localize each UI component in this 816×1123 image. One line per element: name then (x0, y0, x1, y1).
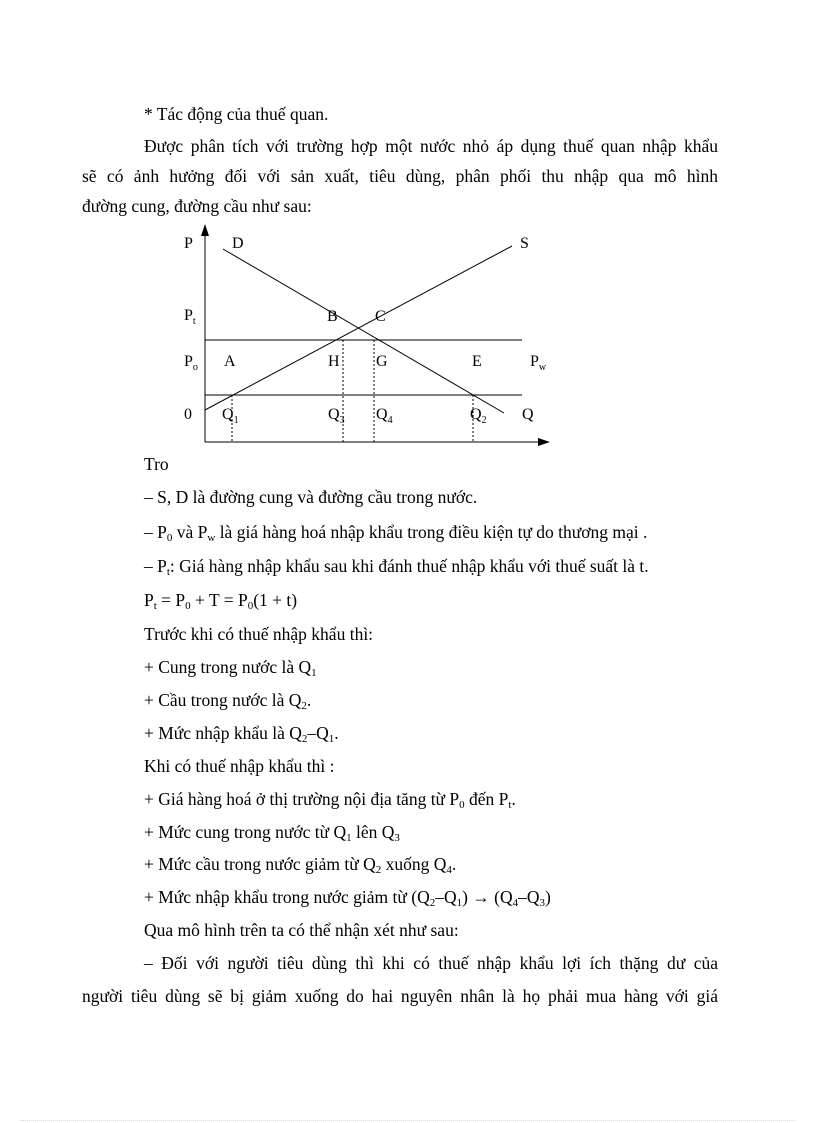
before-supply: + Cung trong nước là $Q_1$ (144, 657, 317, 679)
supply-curve (205, 246, 512, 410)
consumer-line-1: – Đối với người tiêu dùng thì khi có thuế nhập khẩu lợi ích thặng dư của (144, 953, 718, 973)
demand-curve (223, 249, 504, 413)
intro-line-1: Được phân tích với trường hợp một nước nhỏ áp dụng thuế quan nhập khẩu (144, 136, 718, 156)
label-b: B (327, 308, 338, 325)
before-title: Trước khi có thuế nhập khẩu thì: (144, 624, 374, 644)
label-zero: 0 (184, 406, 192, 423)
label-pw: $P_w$ (530, 353, 547, 373)
price-axis-arrow (201, 224, 209, 236)
remark: Qua mô hình trên ta có thể nhận xét như sau: (144, 920, 459, 940)
label-p: P (184, 235, 193, 252)
intro-line-2: sẽ có ảnh hưởng đối với sản xuất, tiêu dùng, phân phối thu nhập qua mô hình (82, 166, 718, 186)
label-h: H (328, 353, 340, 370)
label-c: C (375, 308, 386, 325)
formula: $P_t = P_0 + T = P_0(1 + t)$ (144, 590, 298, 612)
label-q2: $Q_2$ (470, 406, 487, 426)
label-q4: $Q_4$ (376, 406, 393, 426)
def-p0-pw: – $P_0$ và $P_w$ là giá hàng hoá nhập khẩu trong điều kiện tự do thương mại . (144, 522, 648, 544)
before-import: + Mức nhập khẩu là $Q_2-Q_1$. (144, 723, 339, 745)
after-title: Khi có thuế nhập khẩu thì : (144, 756, 335, 776)
heading: * Tác động của thuế quan. (144, 104, 329, 124)
label-e: E (472, 353, 482, 370)
quantity-axis-arrow (538, 438, 550, 446)
after-import: + Mức nhập khẩu trong nước giảm từ $(Q_2-Q_1) \to (Q_4-Q_3)$ (144, 887, 551, 909)
after-supply: + Mức cung trong nước từ $Q_1$ lên $Q_3$ (144, 822, 400, 844)
label-q3: $Q_3$ (328, 406, 345, 426)
consumer-line-2: người tiêu dùng sẽ bị giảm xuống do hai nguyên nhân là họ phải mua hàng với giá (82, 986, 718, 1006)
page-bottom-rule (20, 1120, 796, 1121)
after-price: + Giá hàng hoá ở thị trường nội địa tăng từ $P_0$ đến $P_t$. (144, 789, 516, 811)
def-pt: – $P_t$: Giá hàng nhập khẩu sau khi đánh thuế nhập khẩu với thuế suất là t. (144, 556, 649, 578)
label-g: G (376, 353, 388, 370)
intro-line-3: đường cung, đường cầu như sau: (82, 196, 312, 216)
supply-demand-diagram (160, 220, 560, 455)
label-q1: $Q_1$ (222, 406, 239, 426)
before-demand: + Cầu trong nước là $Q_2$. (144, 690, 312, 712)
def-sd: – S, D là đường cung và đường cầu trong nước. (144, 487, 478, 507)
label-pt: $P_t$ (184, 307, 196, 327)
after-demand: + Mức cầu trong nước giảm từ $Q_2$ xuống $Q_4$. (144, 854, 457, 876)
caption-cut: Tro (144, 454, 169, 474)
label-d: D (232, 235, 244, 252)
label-po: $P_o$ (184, 353, 198, 373)
label-a: A (224, 353, 236, 370)
label-q: Q (522, 406, 534, 423)
label-s: S (520, 235, 529, 252)
